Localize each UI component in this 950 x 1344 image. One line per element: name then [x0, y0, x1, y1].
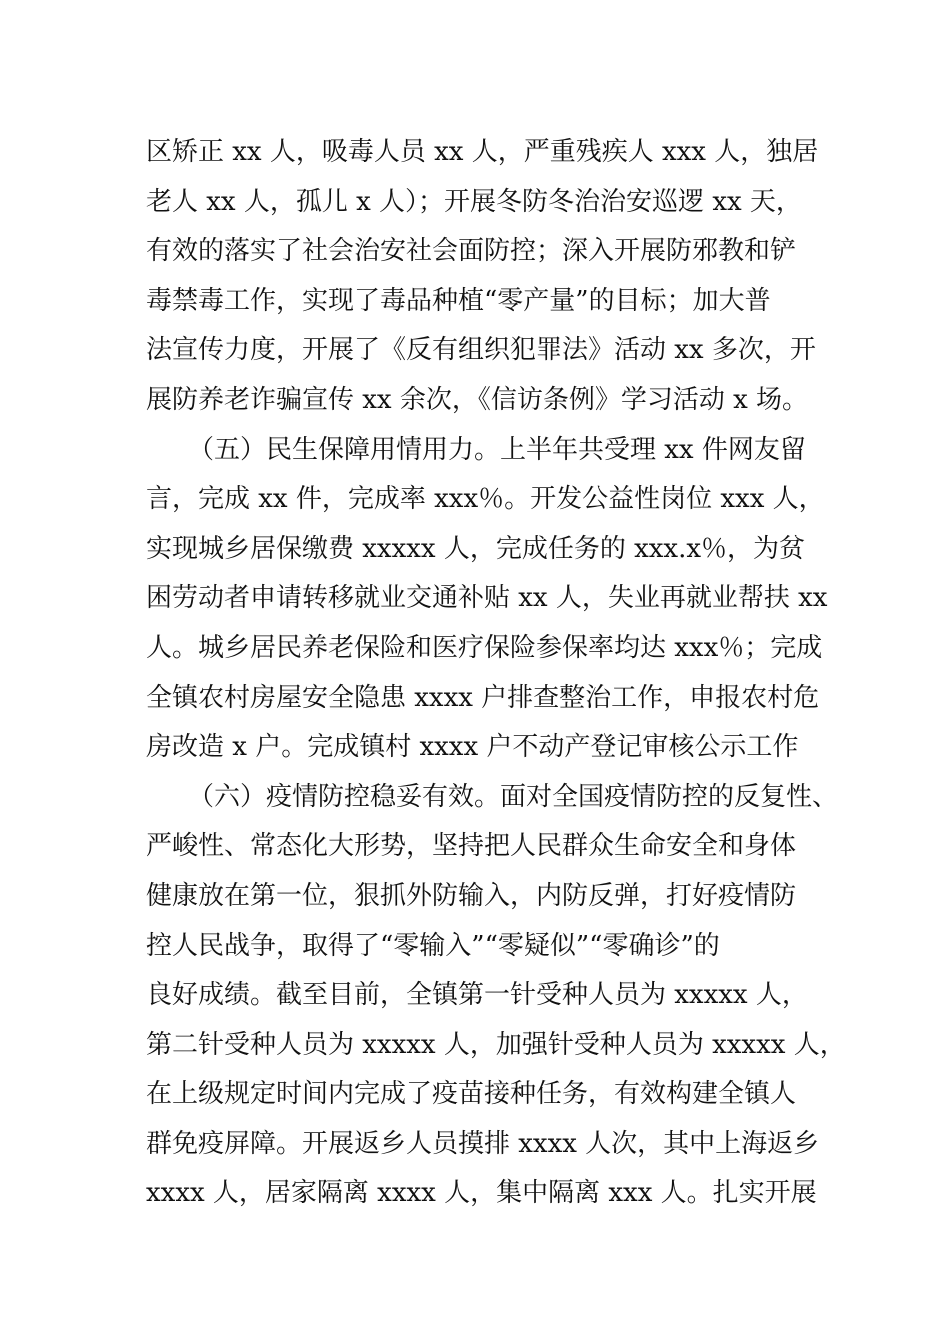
- text-line: xxxx 人，居家隔离 xxxx 人，集中隔离 xxx 人。扎实开展: [146, 1178, 817, 1209]
- text-line: 健康放在第一位，狠抓外防输入，内防反弹，打好疫情防: [146, 880, 797, 911]
- section-heading-line: （五）民生保障用情用力。上半年共受理 xx 件网友留: [188, 434, 806, 465]
- text-line: 区矫正 xx 人，吸毒人员 xx 人，严重残疾人 xxx 人，独居: [146, 137, 819, 167]
- text-line: 展防养老诈骗宣传 xx 余次，《信访条例》学习活动 x 场。: [146, 384, 809, 415]
- text-line: 良好成绩。截至目前，全镇第一针受种人员为 xxxxx 人，: [146, 980, 808, 1011]
- text-line: 房改造 x 户。完成镇村 xxxx 户不动产登记审核公示工作: [146, 732, 799, 763]
- text-line: 老人 xx 人，孤儿 x 人）；开展冬防冬治治安巡逻 xx 天，: [146, 186, 802, 217]
- text-line: 困劳动者申请转移就业交通补贴 xx 人，失业再就业帮扶 xx: [146, 583, 828, 614]
- text-line: 群免疫屏障。开展返乡人员摸排 xxxx 人次，其中上海返乡: [146, 1128, 820, 1159]
- text-line: 言，完成 xx 件，完成率 xxx％。开发公益性岗位 xxx 人，: [146, 484, 825, 515]
- text-line: 在上级规定时间内完成了疫苗接种任务，有效构建全镇人: [146, 1079, 797, 1110]
- text-line: 实现城乡居保缴费 xxxxx 人，完成任务的 xxx.x％，为贫: [146, 533, 806, 564]
- text-line: 人。城乡居民养老保险和医疗保险参保率均达 xxx％；完成: [146, 632, 823, 663]
- text-line: 毒禁毒工作，实现了毒品种植“零产量”的目标；加大普: [146, 285, 771, 316]
- section-heading-line: （六）疫情防控稳妥有效。面对全国疫情防控的反复性、: [188, 781, 839, 812]
- text-line: 控人民战争，取得了“零输入”“零疑似”“零确诊”的: [146, 930, 720, 961]
- text-line: 严峻性、常态化大形势，坚持把人民群众生命安全和身体: [146, 831, 797, 862]
- text-line: 全镇农村房屋安全隐患 xxxx 户排查整治工作，申报农村危: [146, 682, 820, 713]
- text-line: 有效的落实了社会治安社会面防控；深入开展防邪教和铲: [146, 236, 797, 267]
- document-body: [146, 128, 846, 1219]
- text-line: 法宣传力度，开展了《反有组织犯罪法》活动 xx 多次，开: [146, 335, 816, 366]
- text-line: 第二针受种人员为 xxxxx 人，加强针受种人员为 xxxxx 人，: [146, 1029, 846, 1060]
